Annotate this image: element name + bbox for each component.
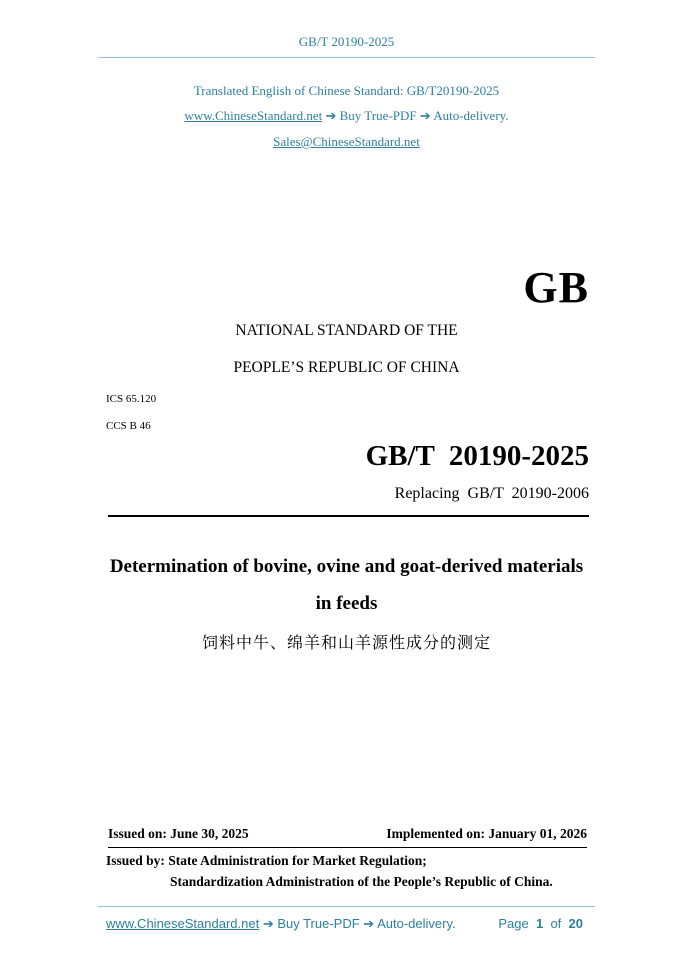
national-standard-line2: PEOPLE’S REPUBLIC OF CHINA <box>233 359 460 376</box>
footer-divider <box>98 906 595 907</box>
header-divider <box>98 57 595 58</box>
page-of: of <box>550 916 562 931</box>
english-title-line2: in feeds <box>315 593 378 614</box>
page-indicator <box>498 916 583 931</box>
ccs-code: CCS B 46 <box>106 420 151 432</box>
sales-email-link[interactable]: Sales@ChineseStandard.net <box>273 134 420 149</box>
chinese-title: 饲料中牛、绵羊和山羊源性成分的测定 <box>201 633 491 652</box>
national-standard-line1: NATIONAL STANDARD OF THE <box>235 322 458 339</box>
ics-code: ICS 65.120 <box>106 393 157 405</box>
page-current: 1 <box>535 916 544 931</box>
page-total: 20 <box>568 916 583 931</box>
footer-promo <box>106 916 456 932</box>
chinese-standard-link[interactable]: www.ChineseStandard.net <box>184 108 323 123</box>
running-header: GB/T 20190-2025 <box>298 34 395 49</box>
title-divider <box>108 515 589 517</box>
promo-text: ➔ Buy True-PDF ➔ Auto-delivery. <box>322 108 509 123</box>
english-title-line1: Determination of bovine, ovine and goat-derived materials <box>109 556 584 577</box>
page-label: Page <box>498 916 529 931</box>
issued-on-date: Issued on: June 30, 2025 <box>108 826 249 841</box>
issuer-divider <box>108 847 587 848</box>
sales-line <box>0 134 693 150</box>
issued-by-line1: Issued by: State Administration for Market Regulation; <box>106 853 427 868</box>
issued-by-line2: Standardization Administration of the People’s Republic of China. <box>170 874 553 889</box>
replacing-standard: Replacing GB/T 20190-2006 <box>394 485 589 502</box>
footer-site-link[interactable]: www.ChineseStandard.net <box>106 916 260 931</box>
promo-line <box>0 108 693 124</box>
standard-number: GB/T 20190-2025 <box>365 440 589 472</box>
translation-notice: Translated English of Chinese Standard: GB/T20190-2025 <box>193 83 500 98</box>
gb-logo: GB <box>523 263 589 312</box>
footer-promo-text: ➔ Buy True-PDF ➔ Auto-delivery. <box>259 916 456 931</box>
implemented-on-date: Implemented on: January 01, 2026 <box>386 826 587 841</box>
